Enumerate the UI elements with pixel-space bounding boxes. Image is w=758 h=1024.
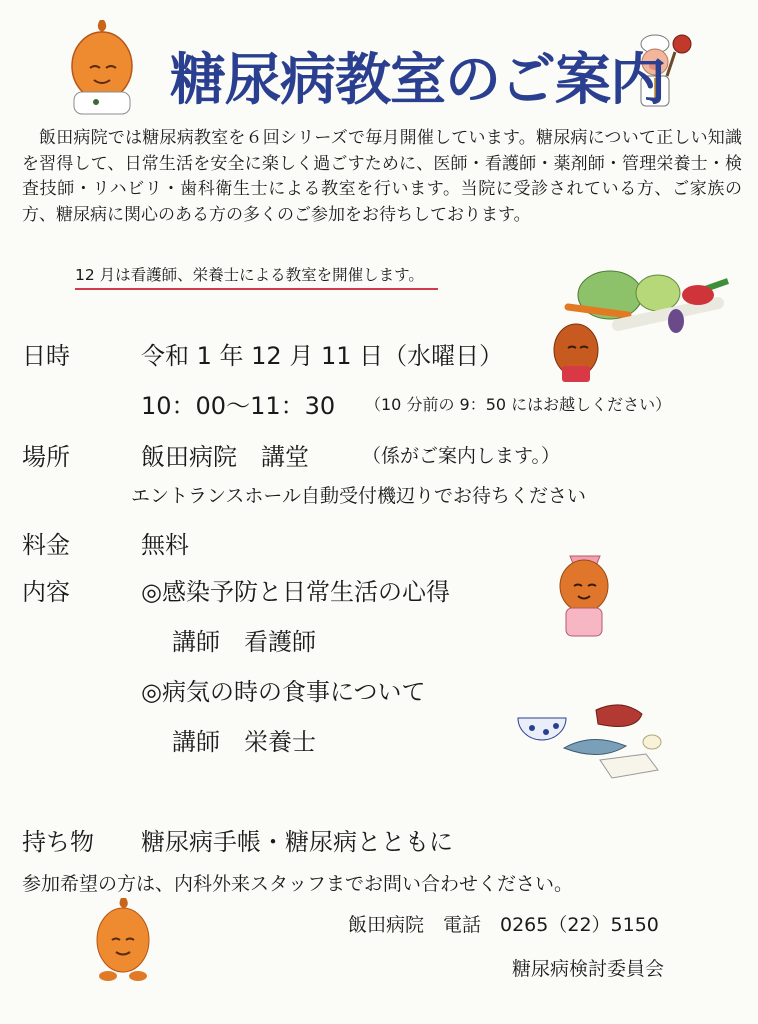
arrival-note: （10 分前の 9：50 にはお越しください）: [365, 395, 672, 414]
onion-mascot-icon: [62, 18, 142, 118]
december-notice: 12 月は看護師、栄養士による教室を開催します。: [75, 263, 438, 290]
phone-line: 飯田病院 電話 0265（22）5150: [348, 914, 659, 936]
food-icon: [512, 700, 672, 792]
nurse-onion-icon: [548, 546, 618, 642]
contact-note: 参加希望の方は、内科外来スタッフまでお問い合わせください。: [22, 873, 574, 895]
bring-value: 糖尿病手帳・糖尿病とともに: [141, 828, 453, 856]
fee-value: 無料: [141, 531, 189, 559]
committee-name: 糖尿病検討委員会: [512, 958, 665, 980]
event-date: 令和 1 年 12 月 11 日（水曜日）: [141, 342, 504, 370]
topic-2: ◎病気の時の食事について: [141, 678, 426, 706]
lecturer-1: 講師 看護師: [172, 628, 316, 656]
fee-label: 料金: [22, 531, 70, 559]
content-label: 内容: [22, 578, 70, 606]
lecturer-2: 講師 栄養士: [172, 728, 316, 756]
onion-mascot-bottom-icon: [88, 896, 158, 986]
onion-waiter-icon: [548, 318, 608, 388]
place-value: 飯田病院 講堂: [141, 443, 309, 471]
place-note: （係がご案内します。）: [362, 445, 560, 467]
waiting-location: エントランスホール自動受付機辺りでお待ちください: [131, 485, 587, 507]
event-time: 10：00～11：30: [141, 392, 336, 420]
topic-1: ◎感染予防と日常生活の心得: [141, 578, 450, 606]
place-label: 場所: [22, 443, 70, 471]
page-title: 糖尿病教室のご案内: [170, 48, 665, 113]
bring-label: 持ち物: [22, 828, 94, 856]
intro-paragraph: 飯田病院では糖尿病教室を６回シリーズで毎月開催しています。糖尿病について正しい知識を習得して、日常生活を安全に楽しく過ごすために、医師・看護師・薬剤師・管理栄養士・検査技師・リハビリ・歯科衛生士による教室を行います。当院に受診されている方、ご家族の方、糖尿病に関心のある方の多くのご参加をお待ちしております。: [22, 128, 742, 225]
datetime-label: 日時: [22, 342, 70, 370]
